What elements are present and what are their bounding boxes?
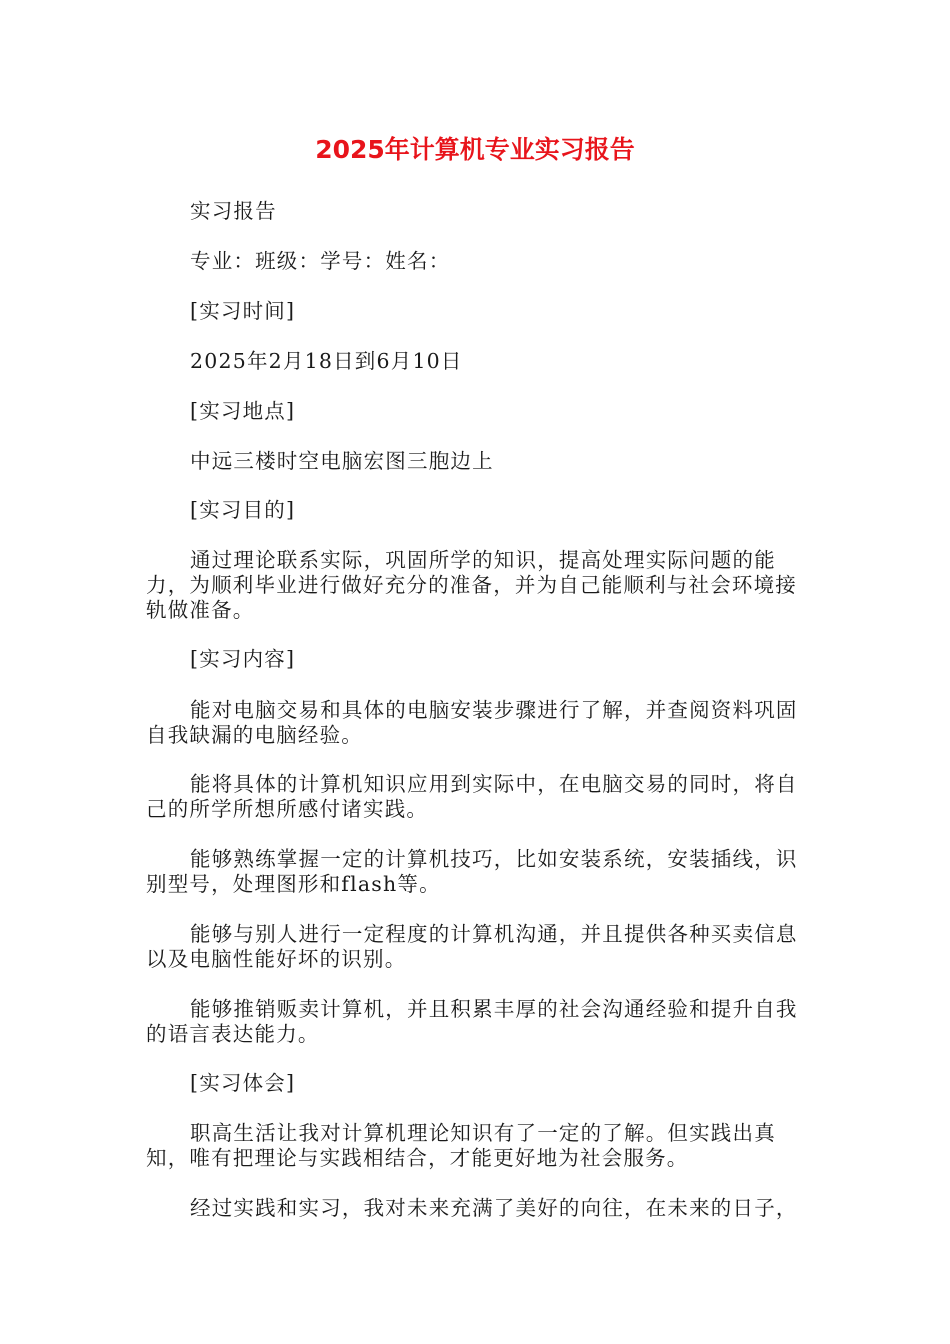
paragraph-content-3: 能够熟练掌握一定的计算机技巧，比如安装系统，安装插线，识别型号，处理图形和flash等。 bbox=[146, 847, 798, 896]
paragraph-section-purpose: [实习目的] bbox=[190, 498, 296, 522]
paragraph-content-2: 能将具体的计算机知识应用到实际中，在电脑交易的同时，将自己的所学所想所感付诸实践。 bbox=[146, 772, 798, 821]
paragraph-purpose: 通过理论联系实际，巩固所学的知识，提高处理实际问题的能力，为顺利毕业进行做好充分的准备，并为自己能顺利与社会环境接轨做准备。 bbox=[146, 548, 797, 622]
paragraph-experience-1: 职高生活让我对计算机理论知识有了一定的了解。但实践出真知，唯有把理论与实践相结合，才能更好地为社会服务。 bbox=[146, 1121, 776, 1170]
paragraph-section-location: [实习地点] bbox=[190, 399, 296, 423]
paragraph-content-5: 能够推销贩卖计算机，并且积累丰厚的社会沟通经验和提升自我的语言表达能力。 bbox=[146, 997, 798, 1046]
paragraph-content-4: 能够与别人进行一定程度的计算机沟通，并且提供各种买卖信息以及电脑性能好坏的识别。 bbox=[146, 922, 798, 971]
paragraph-content-1: 能对电脑交易和具体的电脑安装步骤进行了解，并查阅资料巩固自我缺漏的电脑经验。 bbox=[146, 698, 798, 747]
paragraph-location: 中远三楼时空电脑宏图三胞边上 bbox=[190, 449, 494, 473]
document-title: 2025年计算机专业实习报告 bbox=[315, 135, 635, 164]
paragraph-section-content: [实习内容] bbox=[190, 647, 296, 671]
paragraph-experience-2: 经过实践和实习，我对未来充满了美好的向往，在未来的日子， bbox=[190, 1196, 798, 1220]
paragraph-report-heading: 实习报告 bbox=[190, 199, 277, 223]
paragraph-dates: 2025年2月18日到6月10日 bbox=[190, 349, 463, 373]
paragraph-section-experience: [实习体会] bbox=[190, 1071, 296, 1095]
paragraph-student-info: 专业：班级：学号：姓名： bbox=[190, 249, 451, 273]
paragraph-section-time: [实习时间] bbox=[190, 299, 296, 323]
